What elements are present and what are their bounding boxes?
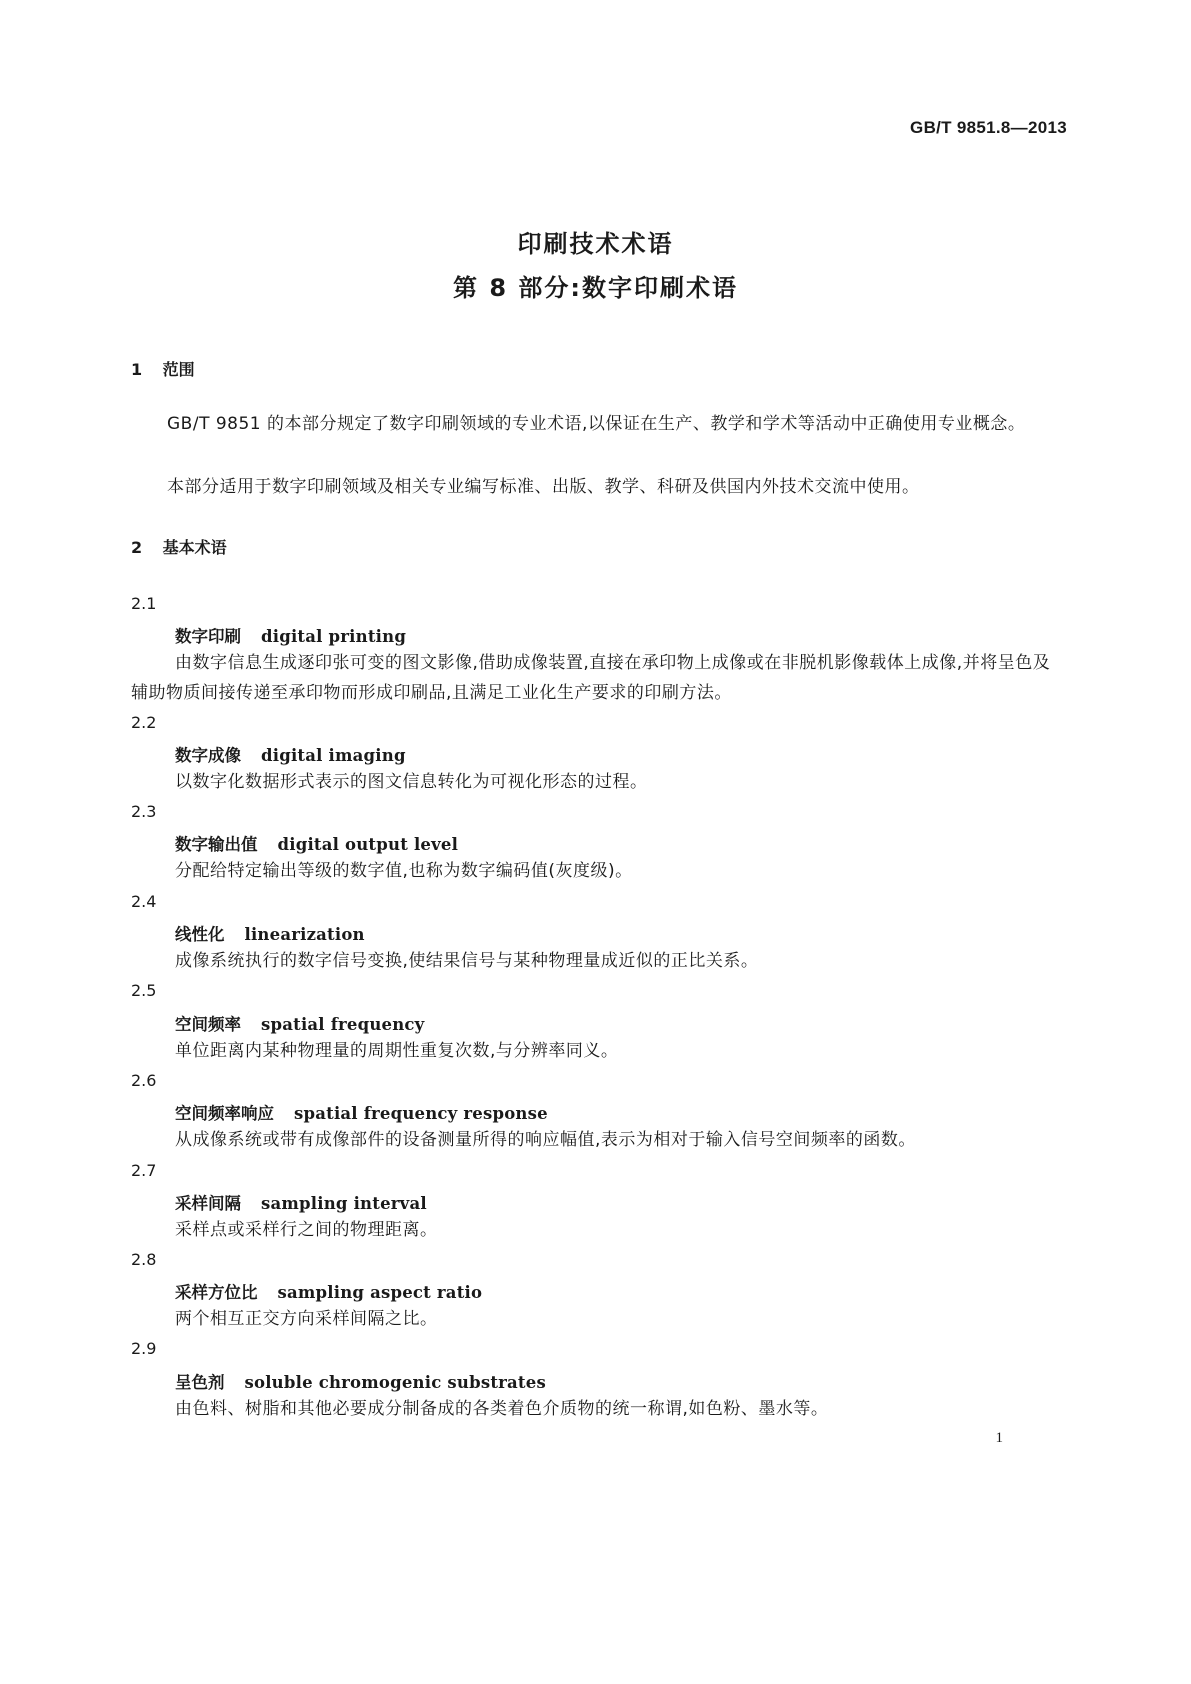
section-title: 基本术语 [162,538,227,557]
term-number: 2.5 [131,981,157,1000]
page-number: 1 [995,1430,1003,1446]
standard-code: GB/T 9851.8—2013 [910,118,1067,137]
term-en: linearization [244,925,365,944]
term-number: 2.4 [131,892,157,911]
section-heading-scope [131,357,195,380]
document-title: 印刷技术术语 [517,230,674,258]
term-en: soluble chromogenic substrates [244,1373,546,1392]
term-zh: 数字成像 [175,746,241,765]
term-definition: 分配给特定输出等级的数字值,也称为数字编码值(灰度级)。 [175,861,633,881]
term-definition: 成像系统执行的数字信号变换,使结果信号与某种物理量成近似的正比关系。 [175,951,759,971]
term-zh: 数字印刷 [175,627,241,646]
term-en: spatial frequency response [294,1104,548,1123]
term-zh: 空间频率响应 [175,1104,274,1123]
term-zh: 呈色剂 [175,1373,225,1392]
term-number: 2.3 [131,802,157,821]
document-subtitle: 第 8 部分:数字印刷术语 [452,274,738,302]
scope-paragraph: 本部分适用于数字印刷领域及相关专业编写标准、出版、教学、科研及供国内外技术交流中使用。 [167,477,920,497]
section-number: 2 [131,538,143,557]
term-definition: 从成像系统或带有成像部件的设备测量所得的响应幅值,表示为相对于输入信号空间频率的函数。 [175,1130,916,1150]
term-number: 2.9 [131,1339,157,1358]
term-number: 2.2 [131,713,157,732]
section-title: 范围 [162,360,195,379]
term-en: spatial frequency [261,1015,425,1034]
term-en: sampling aspect ratio [277,1283,483,1302]
term-zh: 空间频率 [175,1015,241,1034]
term-zh: 数字输出值 [175,835,258,854]
scope-paragraph: GB/T 9851 的本部分规定了数字印刷领域的专业术语,以保证在生产、教学和学术等活动中正确使用专业概念。 [167,414,1026,434]
term-name [175,1369,546,1393]
section-heading-basic-terms [131,535,227,558]
term-name [175,742,406,766]
term-en: digital imaging [261,746,406,765]
section-number: 1 [131,360,143,379]
term-definition: 单位距离内某种物理量的周期性重复次数,与分辨率同义。 [175,1041,619,1061]
term-definition: 两个相互正交方向采样间隔之比。 [175,1309,438,1329]
term-en: digital printing [261,627,407,646]
term-en: digital output level [277,835,459,854]
term-name [175,1100,548,1124]
term-definition: 以数字化数据形式表示的图文信息转化为可视化形态的过程。 [175,772,648,792]
term-definition: 由色料、树脂和其他必要成分制备成的各类着色介质物的统一称谓,如色粉、墨水等。 [175,1399,829,1419]
term-definition: 采样点或采样行之间的物理距离。 [175,1220,438,1240]
term-number: 2.1 [131,594,157,613]
term-en: sampling interval [261,1194,427,1213]
term-number: 2.7 [131,1161,157,1180]
term-name [175,1011,424,1035]
term-name [175,921,365,945]
term-name [175,623,406,647]
term-number: 2.8 [131,1250,157,1269]
term-zh: 采样间隔 [175,1194,241,1213]
term-zh: 采样方位比 [175,1283,258,1302]
term-name [175,1279,482,1303]
term-number: 2.6 [131,1071,157,1090]
term-zh: 线性化 [175,925,225,944]
term-name [175,831,458,855]
term-definition: 由数字信息生成逐印张可变的图文影像,借助成像装置,直接在承印物上成像或在非脱机影像载体上成像,并将呈色及辅助物质间接传递至承印物而形成印刷品,且满足工业化生产要求的印刷方法。 [131,653,1051,703]
term-name [175,1190,427,1214]
